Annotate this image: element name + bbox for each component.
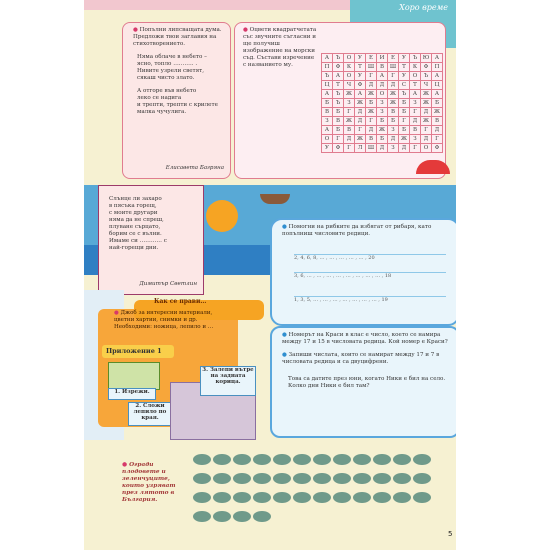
grid-row (322, 63, 443, 72)
vegetable-icon[interactable] (293, 454, 311, 465)
grid-cell[interactable]: Б (432, 99, 443, 108)
grid-cell[interactable]: С (399, 81, 410, 90)
vegetable-icon[interactable] (213, 511, 231, 522)
grid-cell[interactable]: А (355, 90, 366, 99)
grid-cell[interactable]: Г (344, 144, 355, 153)
bullet-icon: ● (122, 462, 128, 468)
grid-cell[interactable]: Д (421, 135, 432, 144)
grid-cell[interactable]: О (322, 135, 333, 144)
grid-cell[interactable]: Т (355, 63, 366, 72)
grid-cell[interactable]: Г (399, 117, 410, 126)
vegetable-icon[interactable] (353, 473, 371, 484)
task-1: ● Номерът на Краси в клас е число, което се намира между 17 и 15 в числовата редица. Кой номер е Краси? (282, 332, 448, 345)
grid-cell[interactable]: Ж (388, 99, 399, 108)
grid-cell[interactable]: Ж (355, 99, 366, 108)
grid-cell[interactable]: У (399, 54, 410, 63)
grid-cell[interactable]: В (333, 117, 344, 126)
step-1: 1. Изрежи. (108, 388, 156, 400)
grid-cell[interactable]: Б (388, 117, 399, 126)
poem-line: борим се с вълни. (109, 231, 162, 237)
vegetable-icon[interactable] (413, 473, 431, 484)
grid-cell[interactable]: А (377, 72, 388, 81)
vegetable-icon[interactable] (253, 473, 271, 484)
grid-row (322, 81, 443, 90)
grid-cell[interactable]: А (333, 72, 344, 81)
grid-cell[interactable]: Ъ (399, 90, 410, 99)
task-2: ● Запиши числата, които се намират между 17 и 7 в числовата редица и са двуцифрени. (282, 352, 440, 365)
poem-line: плуване сърцато, (109, 224, 161, 230)
grid-cell[interactable]: Т (399, 63, 410, 72)
grid-cell[interactable]: Ш (366, 63, 377, 72)
grid-cell[interactable]: З (388, 126, 399, 135)
grid-cell[interactable]: А (322, 90, 333, 99)
grid-cell[interactable]: А (432, 90, 443, 99)
grid-cell[interactable]: Б (399, 108, 410, 117)
grid-cell[interactable]: О (344, 72, 355, 81)
vegetable-icon[interactable] (293, 492, 311, 503)
grid-cell[interactable]: Г (366, 72, 377, 81)
grid-row (322, 117, 443, 126)
poem-line: леко се надига (137, 95, 182, 101)
grid-cell[interactable]: Т (333, 81, 344, 90)
grid-cell[interactable]: З (344, 99, 355, 108)
vegetable-icon[interactable] (393, 454, 411, 465)
vegetable-icon[interactable] (273, 492, 291, 503)
poem-line: малка чучулига. (137, 109, 187, 115)
grid-cell[interactable]: Ф (421, 63, 432, 72)
grid-cell[interactable]: Ч (421, 81, 432, 90)
bullet-icon: ● (282, 352, 287, 358)
grid-cell[interactable]: А (410, 90, 421, 99)
grid-cell[interactable]: Г (410, 108, 421, 117)
grid-cell[interactable]: Ж (344, 90, 355, 99)
vegetable-icon[interactable] (313, 454, 331, 465)
grid-cell[interactable]: У (322, 144, 333, 153)
vegetable-icon[interactable] (193, 473, 211, 484)
appendix-label: Приложение 1 (102, 345, 174, 358)
grid-cell[interactable]: А (322, 54, 333, 63)
grid-row (322, 90, 443, 99)
grid-cell[interactable]: З (410, 99, 421, 108)
grid-row (322, 54, 443, 63)
grid-cell[interactable]: Л (355, 144, 366, 153)
grid-cell[interactable]: Ъ (410, 54, 421, 63)
vegetable-icon[interactable] (273, 454, 291, 465)
grid-cell[interactable]: Б (399, 126, 410, 135)
poem-line: с моите другари (109, 210, 158, 216)
vegetable-icon[interactable] (253, 511, 271, 522)
grid-cell[interactable]: Ж (366, 90, 377, 99)
vegetable-icon[interactable] (333, 473, 351, 484)
vegetable-icon[interactable] (333, 454, 351, 465)
grid-cell[interactable]: Д (377, 81, 388, 90)
vegetable-icon[interactable] (233, 492, 251, 503)
grid-cell[interactable]: П (322, 63, 333, 72)
vegetable-icon[interactable] (273, 473, 291, 484)
poem1-author: Елисавета Багряна (165, 165, 224, 171)
grid-cell[interactable]: Ж (421, 90, 432, 99)
grid-cell[interactable]: Ъ (421, 72, 432, 81)
grid-cell[interactable]: В (432, 117, 443, 126)
puzzle-box (234, 22, 446, 179)
grid-cell[interactable]: Д (344, 135, 355, 144)
grid-cell[interactable]: К (344, 63, 355, 72)
grid-cell[interactable]: Д (388, 135, 399, 144)
poem-line: и трепти, трепти с крилете (137, 102, 218, 108)
grid-cell[interactable]: Ч (344, 81, 355, 90)
vegetable-icon[interactable] (253, 454, 271, 465)
grid-cell[interactable]: Д (399, 144, 410, 153)
grid-row (322, 144, 443, 153)
grid-cell[interactable]: О (377, 90, 388, 99)
poem-line: няма да не спреш, (109, 217, 164, 223)
grid-cell[interactable]: В (410, 126, 421, 135)
vegetable-icon[interactable] (193, 454, 211, 465)
grid-cell[interactable]: Г (421, 126, 432, 135)
vegetable-icon[interactable] (393, 492, 411, 503)
vegetable-icon[interactable] (353, 492, 371, 503)
poem-line: Няма облачe в небето – (137, 54, 207, 60)
vegetable-icon[interactable] (233, 473, 251, 484)
grid-cell[interactable]: Д (410, 117, 421, 126)
grid-cell[interactable]: Д (421, 108, 432, 117)
grid-cell[interactable]: Г (366, 117, 377, 126)
poem2-author: Димитър Светлин (139, 281, 197, 287)
fish-instruction: ● Помогни на рибките да избягат от рибаря, като попълниш числовите редици. (282, 224, 432, 237)
grid-cell[interactable]: Ъ (333, 90, 344, 99)
grid-cell[interactable]: Б (333, 126, 344, 135)
grid-row (322, 108, 443, 117)
grid-cell[interactable]: Д (388, 81, 399, 90)
grid-cell[interactable]: У (355, 72, 366, 81)
vegetable-icon[interactable] (193, 511, 211, 522)
grid-cell[interactable]: Ж (366, 108, 377, 117)
grid-cell[interactable]: Б (377, 117, 388, 126)
vegetable-icon[interactable] (313, 473, 331, 484)
vegetable-icon[interactable] (293, 473, 311, 484)
grid-cell[interactable]: У (399, 72, 410, 81)
grid-cell[interactable]: В (366, 135, 377, 144)
grid-cell[interactable]: Ж (388, 90, 399, 99)
grid-cell[interactable]: Г (344, 108, 355, 117)
vegetable-icon[interactable] (373, 454, 391, 465)
grid-cell[interactable]: О (421, 144, 432, 153)
grid-cell[interactable]: Б (366, 99, 377, 108)
grid-cell[interactable]: Г (432, 135, 443, 144)
fish-box (270, 218, 456, 326)
cut-illustration (108, 362, 160, 390)
grid-cell[interactable]: Ц (432, 81, 443, 90)
grid-cell[interactable]: В (377, 63, 388, 72)
page (84, 0, 456, 550)
vegetable-icon[interactable] (353, 454, 371, 465)
poem-line: А отгоре във небето (137, 88, 197, 94)
grid-cell[interactable]: Ж (432, 108, 443, 117)
grid-cell[interactable]: З (410, 135, 421, 144)
vegetable-icon[interactable] (313, 492, 331, 503)
grid-cell[interactable]: Г (333, 135, 344, 144)
grid-cell[interactable]: Б (333, 108, 344, 117)
grid-cell[interactable]: Ф (432, 144, 443, 153)
page-number: 5 (448, 530, 453, 538)
grid-cell[interactable]: А (432, 72, 443, 81)
vegetable-icon[interactable] (213, 492, 231, 503)
grid-row (322, 99, 443, 108)
grid-cell[interactable]: Б (322, 99, 333, 108)
grid-cell[interactable]: В (388, 108, 399, 117)
bullet-icon: ● (133, 27, 138, 33)
grid-cell[interactable]: Ю (421, 54, 432, 63)
vegetable-icon[interactable] (233, 511, 251, 522)
step-2: 2. Сложи лепило по края. (128, 402, 172, 426)
grid-cell[interactable]: Т (410, 81, 421, 90)
grid-cell[interactable]: Д (355, 117, 366, 126)
grid-cell[interactable]: Ж (421, 99, 432, 108)
grid-cell[interactable]: У (355, 54, 366, 63)
grid-cell[interactable]: Ж (421, 117, 432, 126)
grid-cell[interactable]: Д (366, 126, 377, 135)
grid-cell[interactable]: Г (410, 144, 421, 153)
poem-line: сякаш чисто злато. (137, 75, 195, 81)
corner-label: Хоро време (399, 3, 448, 12)
grid-cell[interactable]: З (322, 117, 333, 126)
vegetable-icon[interactable] (373, 473, 391, 484)
grid-row (322, 72, 443, 81)
grid-cell[interactable]: Ъ (333, 99, 344, 108)
vegetable-icon[interactable] (333, 492, 351, 503)
grid-cell[interactable]: Ш (388, 63, 399, 72)
grid-cell[interactable]: Ж (344, 117, 355, 126)
poem-box-1 (122, 22, 231, 179)
grid-cell[interactable]: Ф (355, 81, 366, 90)
letter-grid (321, 53, 443, 153)
grid-cell[interactable]: Ш (366, 144, 377, 153)
grid-cell[interactable]: З (377, 108, 388, 117)
grid-cell[interactable]: Ж (399, 135, 410, 144)
vegetable-icon[interactable] (253, 492, 271, 503)
vegetables-caption: ● Огради плодовете и зеленчуците, които узряват през лятото в България. (122, 462, 176, 503)
grid-cell[interactable]: Г (355, 126, 366, 135)
vegetable-icon[interactable] (413, 454, 431, 465)
grid-cell[interactable]: Г (388, 72, 399, 81)
grid-cell[interactable]: Ъ (322, 72, 333, 81)
tasks-box (270, 326, 456, 438)
how-to-header: Как се прави… (134, 300, 264, 320)
poem-line: ясно, топло ……….. . (137, 61, 198, 67)
grid-cell[interactable]: О (344, 54, 355, 63)
poem-line: Нивите узрели светят, (137, 68, 205, 74)
grid-cell[interactable]: Б (399, 99, 410, 108)
poem1-lines (123, 48, 230, 116)
bullet-icon: ● (243, 27, 248, 33)
grid-cell[interactable]: О (410, 72, 421, 81)
sun-icon (206, 200, 238, 232)
materials-text: ● Джоб за интересни материали, цветни хартии, снимки и др. Необходими: ножица, лепило и … (114, 310, 214, 330)
poem1-instruction: ● Попълни липсващата дума. Предложи твои заглавия на стихотворението. (133, 27, 222, 47)
grid-cell[interactable]: Б (377, 135, 388, 144)
vegetable-icon[interactable] (393, 473, 411, 484)
poem-line: най-горещи дни. (109, 245, 159, 251)
poem2-lines (99, 186, 203, 252)
number-row: 2, 4, 6, 8, … , … , … , … , … , 20 (294, 254, 446, 263)
grid-row (322, 135, 443, 144)
grid-cell[interactable]: Ж (377, 126, 388, 135)
puzzle-instruction: ● Оцвети квадратчетата със звучните съгласни и ще получиш изображение на морски съд. Състави изречение с названието му. (243, 27, 317, 68)
grid-cell[interactable]: К (410, 63, 421, 72)
grid-cell[interactable]: З (377, 99, 388, 108)
bullet-icon: ● (114, 310, 119, 316)
vegetable-icon[interactable] (373, 492, 391, 503)
grid-cell[interactable]: Д (355, 108, 366, 117)
task-3: Това са датите през юни, когато Ники е бил на село. Колко дни Ники е бил там? (288, 376, 446, 389)
grid-cell[interactable]: Е (366, 54, 377, 63)
poem-line: в пясъка горещ, (109, 203, 157, 209)
poem-box-2 (98, 185, 204, 295)
number-row: 3, 6, … , … , … , … , … , … , … , … , 18 (294, 272, 446, 281)
grid-cell[interactable]: В (322, 108, 333, 117)
grid-cell[interactable]: А (432, 54, 443, 63)
grid-cell[interactable]: В (344, 126, 355, 135)
grid-cell[interactable]: П (432, 63, 443, 72)
grid-cell[interactable]: Ф (333, 63, 344, 72)
vegetable-icon[interactable] (213, 473, 231, 484)
grid-cell[interactable]: Ж (355, 135, 366, 144)
grid-cell[interactable]: Ф (333, 144, 344, 153)
vegetable-icon[interactable] (213, 454, 231, 465)
grid-cell[interactable]: А (322, 126, 333, 135)
poem-line: Слънце ли захаро (109, 196, 162, 202)
grid-cell[interactable]: Ъ (333, 54, 344, 63)
grid-cell[interactable]: Д (432, 126, 443, 135)
step-3: 3. Залепи вътре на задната корица. (200, 366, 256, 396)
grid-cell[interactable]: И (377, 54, 388, 63)
vegetables-grid (192, 452, 432, 532)
vegetable-icon[interactable] (193, 492, 211, 503)
grid-cell[interactable]: Д (366, 81, 377, 90)
vegetable-icon[interactable] (413, 492, 431, 503)
vegetable-icon[interactable] (233, 454, 251, 465)
bullet-icon: ● (282, 224, 287, 230)
grid-cell[interactable]: Д (377, 144, 388, 153)
number-row: 1, 3, 5, … , … , … , … , … , … , … , 19 (294, 296, 446, 305)
bullet-icon: ● (282, 332, 287, 338)
grid-cell[interactable]: Е (388, 54, 399, 63)
grid-cell[interactable]: З (388, 144, 399, 153)
poem-line: Имаме си ………… с (109, 238, 167, 244)
grid-row (322, 126, 443, 135)
grid-cell[interactable]: Ц (322, 81, 333, 90)
